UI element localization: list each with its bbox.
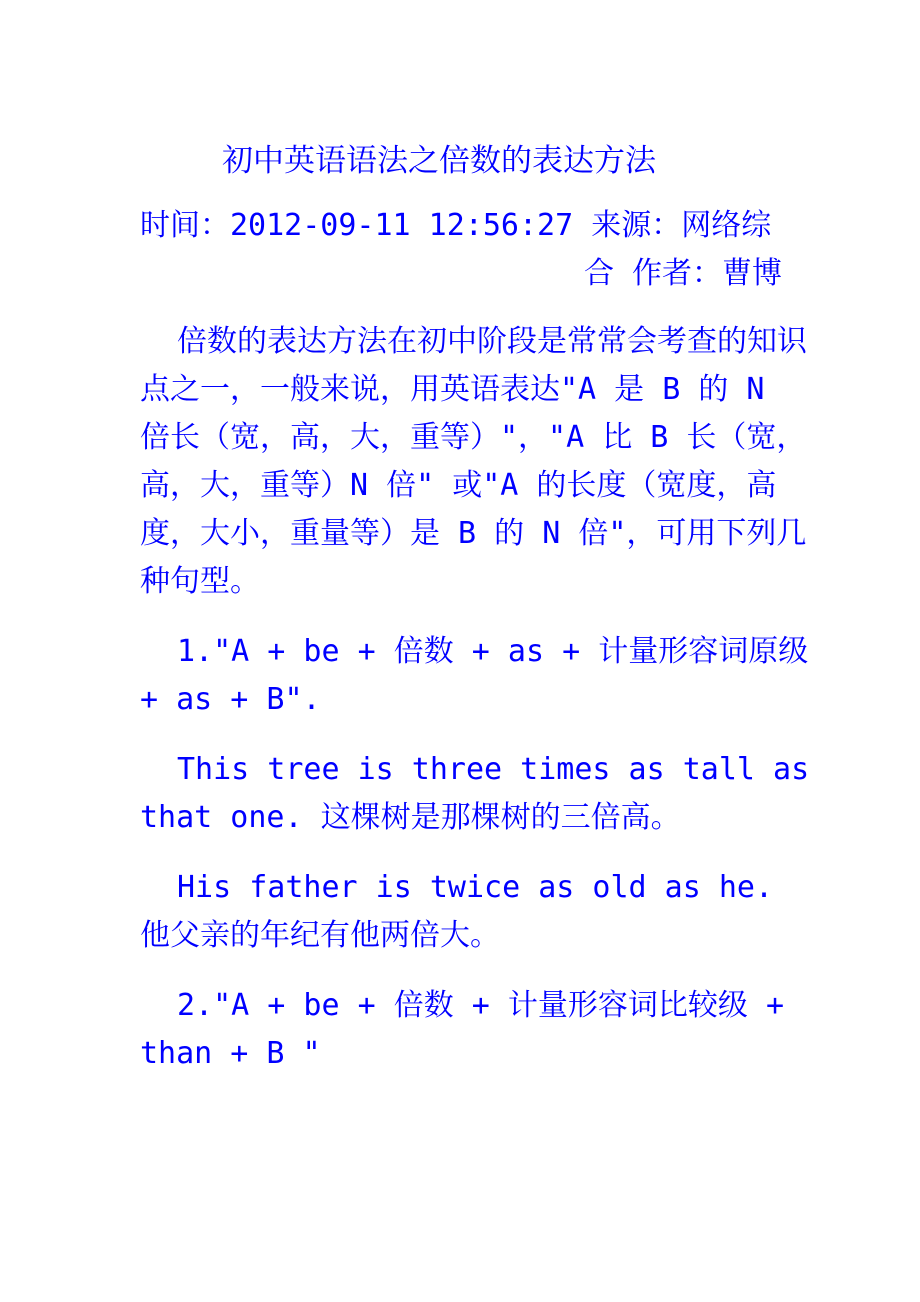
example-2: His father is twice as old as he. 他父亲的年纪有他两倍大。 <box>140 870 774 953</box>
intro-paragraph: 倍数的表达方法在初中阶段是常常会考查的知识点之一，一般来说，用英语表达"A 是 B 的 N 倍长（宽，高，大，重等）"，"A 比 B 长（宽，高，大，重等）N 倍" 或"A 的长度（宽度，高度，大小，重量等）是 B 的 N 倍"，可用下列几种句型。 <box>140 324 807 599</box>
pattern-2: 2."A + be + 倍数 + 计量形容词比较级 + than + B " <box>140 988 785 1071</box>
article-meta <box>140 202 810 298</box>
document-page <box>140 130 810 1078</box>
example-1: This tree is three times as tall as that one. 这棵树是那棵树的三倍高。 <box>140 752 810 835</box>
document-title: 初中英语语法之倍数的表达方法 <box>222 143 656 179</box>
meta-date-source: 时间：2012-09-11 12:56:27 来源：网络综 <box>140 208 772 243</box>
pattern-1: 1."A + be + 倍数 + as + 计量形容词原级 + as + B". <box>140 634 809 717</box>
meta-author: 合 作者：曹博 <box>583 256 782 291</box>
